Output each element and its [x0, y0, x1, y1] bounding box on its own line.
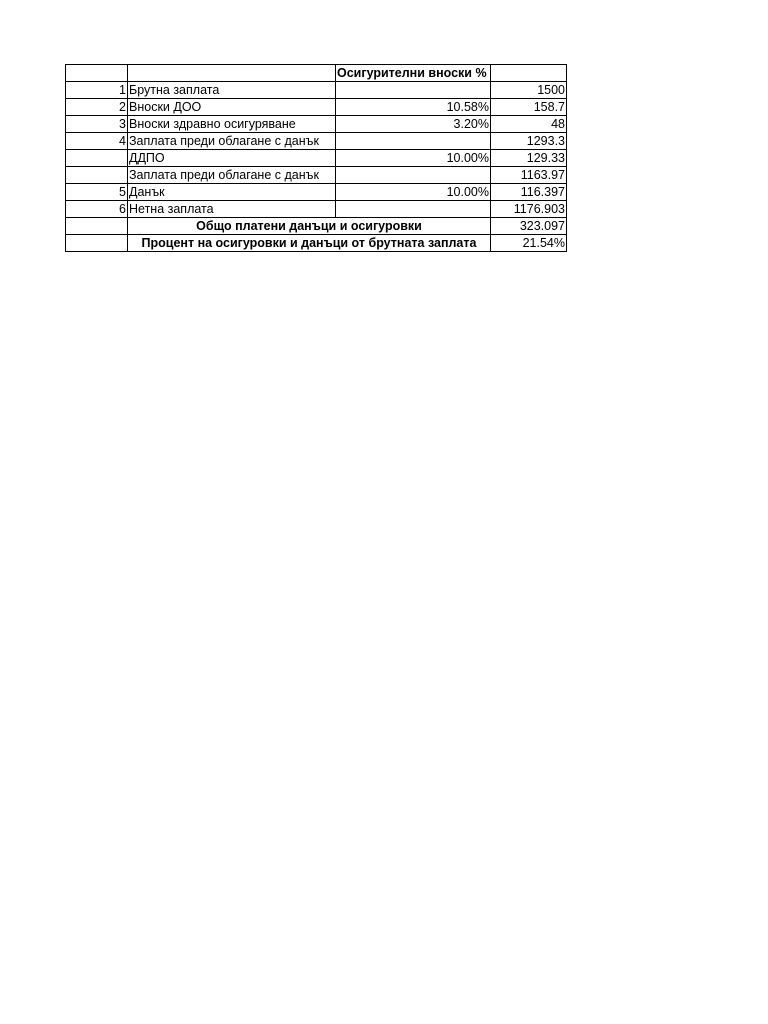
row-num-cell[interactable]: 4 — [66, 133, 128, 150]
table-row — [66, 82, 567, 99]
row-label-cell[interactable]: ДДПО — [128, 150, 336, 167]
table-row — [66, 133, 567, 150]
row-pct-cell[interactable]: 10.00% — [336, 184, 491, 201]
row-label-cell[interactable]: Вноски ДОО — [128, 99, 336, 116]
table-row — [66, 184, 567, 201]
percent-row — [66, 235, 567, 252]
percent-num-cell[interactable] — [66, 235, 128, 252]
total-row — [66, 218, 567, 235]
row-pct-cell[interactable] — [336, 201, 491, 218]
row-num-cell[interactable]: 2 — [66, 99, 128, 116]
row-label-cell[interactable]: Заплата преди облагане с данък — [128, 167, 336, 184]
header-label-cell[interactable] — [128, 65, 336, 82]
row-value-cell[interactable]: 158.7 — [491, 99, 567, 116]
table-row — [66, 116, 567, 133]
percent-label-cell[interactable]: Процент на осигуровки и данъци от брутната заплата — [128, 235, 491, 252]
row-pct-cell[interactable]: 3.20% — [336, 116, 491, 133]
row-value-cell[interactable]: 1293.3 — [491, 133, 567, 150]
row-value-cell[interactable]: 129.33 — [491, 150, 567, 167]
row-num-cell[interactable] — [66, 150, 128, 167]
row-pct-cell[interactable]: 10.00% — [336, 150, 491, 167]
row-value-cell[interactable]: 1500 — [491, 82, 567, 99]
row-pct-cell[interactable] — [336, 167, 491, 184]
row-label-cell[interactable]: Нетна заплата — [128, 201, 336, 218]
table-row — [66, 99, 567, 116]
header-row — [66, 65, 567, 82]
row-num-cell[interactable]: 3 — [66, 116, 128, 133]
row-num-cell[interactable]: 1 — [66, 82, 128, 99]
table-row — [66, 201, 567, 218]
row-label-cell[interactable]: Вноски здравно осигуряване — [128, 116, 336, 133]
total-num-cell[interactable] — [66, 218, 128, 235]
percent-value-cell[interactable]: 21.54% — [491, 235, 567, 252]
row-pct-cell[interactable] — [336, 82, 491, 99]
table-row — [66, 150, 567, 167]
row-num-cell[interactable] — [66, 167, 128, 184]
header-value-cell[interactable] — [491, 65, 567, 82]
row-num-cell[interactable]: 5 — [66, 184, 128, 201]
row-pct-cell[interactable] — [336, 133, 491, 150]
row-value-cell[interactable]: 1163.97 — [491, 167, 567, 184]
row-value-cell[interactable]: 1176.903 — [491, 201, 567, 218]
row-pct-cell[interactable]: 10.58% — [336, 99, 491, 116]
row-label-cell[interactable]: Заплата преди облагане с данък — [128, 133, 336, 150]
row-label-cell[interactable]: Брутна заплата — [128, 82, 336, 99]
header-num-cell[interactable] — [66, 65, 128, 82]
row-value-cell[interactable]: 116.397 — [491, 184, 567, 201]
row-num-cell[interactable]: 6 — [66, 201, 128, 218]
table-row — [66, 167, 567, 184]
total-label-cell[interactable]: Общо платени данъци и осигуровки — [128, 218, 491, 235]
salary-table — [65, 64, 567, 252]
row-label-cell[interactable]: Данък — [128, 184, 336, 201]
row-value-cell[interactable]: 48 — [491, 116, 567, 133]
total-value-cell[interactable]: 323.097 — [491, 218, 567, 235]
header-pct-cell[interactable]: Осигурителни вноски % — [336, 65, 491, 82]
